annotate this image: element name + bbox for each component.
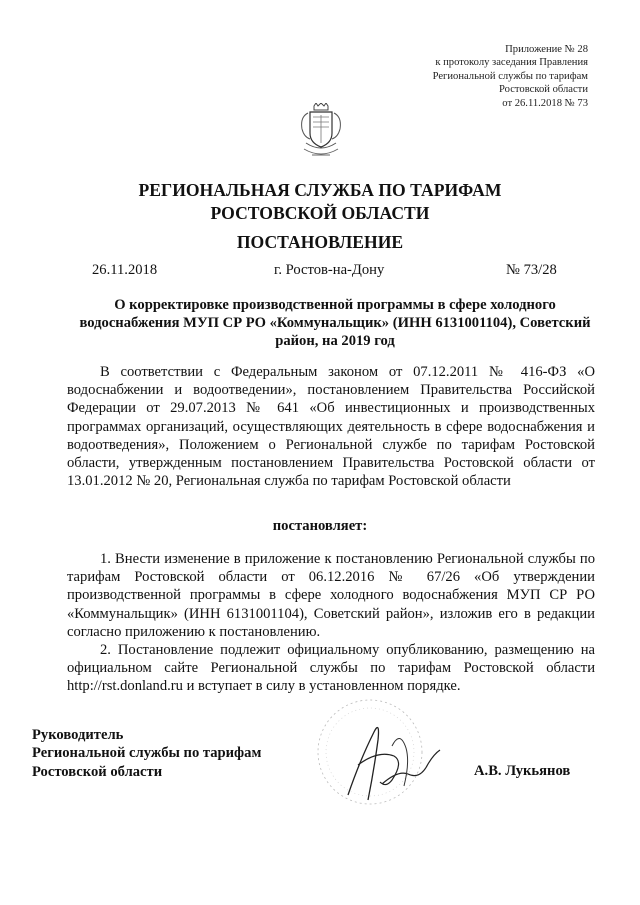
resolves-heading: постановляет: xyxy=(272,518,368,534)
organization-name xyxy=(0,179,640,225)
signatory-line: Ростовской области xyxy=(32,763,163,780)
appendix-note xyxy=(433,43,588,110)
appendix-line: Региональной службы по тарифам xyxy=(432,70,588,82)
appendix-line: Ростовской области xyxy=(499,84,588,96)
coat-of-arms-icon xyxy=(298,103,344,161)
signatory-name: А.В. Лукьянов xyxy=(474,763,571,779)
signatory-title xyxy=(32,726,261,781)
organization-line: РЕГИОНАЛЬНАЯ СЛУЖБА ПО ТАРИФАМ xyxy=(138,180,502,200)
handwritten-signature xyxy=(308,690,458,820)
signatory-line: Руководитель xyxy=(32,727,124,743)
document-type: ПОСТАНОВЛЕНИЕ xyxy=(236,232,404,252)
signatory-line: Региональной службы по тарифам xyxy=(32,745,262,762)
document-number: № 73/28 xyxy=(506,262,557,278)
resolution-item-2: 2. Постановление подлежит официальному опубликованию, размещению на официальном сайте Региональной службы по тарифам Ростовской области http://rst.donland.ru и вступает в силу в установленном порядке. xyxy=(67,642,595,695)
document-city: г. Ростов-на-Дону xyxy=(274,262,385,278)
appendix-line: Приложение № 28 xyxy=(505,44,588,55)
resolution-item-1: 1. Внести изменение в приложение к постановлению Региональной службы по тарифам Ростовской области от 06.12.2016 № 67/26 «Об утверждении производственной программы в сфере холодного водоснабжения МУП СР РО «Коммунальщик» (ИНН 6131001104), Советский район», изложив его в редакции согласно приложению к постановлению. xyxy=(67,551,595,640)
document-subject: О корректировке производственной программы в сфере холодного водоснабжения МУП СР РО «Коммунальщик» (ИНН 6131001104), Советский район, на 2019 год xyxy=(79,297,591,349)
appendix-line: от 26.11.2018 № 73 xyxy=(502,97,588,109)
organization-line: РОСТОВСКОЙ ОБЛАСТИ xyxy=(210,203,430,223)
basis-paragraph: В соответствии с Федеральным законом от 07.12.2011 № 416-ФЗ «О водоснабжении и водоотведении», постановлением Правительства Российской Федерации от 29.07.2013 № 641 «Об инвестиционных и производственных программах организаций, осуществляющих деятельность в сфере водоснабжения и водоотведения», Положением о Региональной службе по тарифам Ростовской области, утвержденным постановлением Правительства Ростовской области от 13.01.2012 № 20, Региональная служба по тарифам Ростовской области xyxy=(67,364,595,490)
appendix-line: к протоколу заседания Правления xyxy=(435,57,588,69)
document-date: 26.11.2018 xyxy=(92,262,158,278)
